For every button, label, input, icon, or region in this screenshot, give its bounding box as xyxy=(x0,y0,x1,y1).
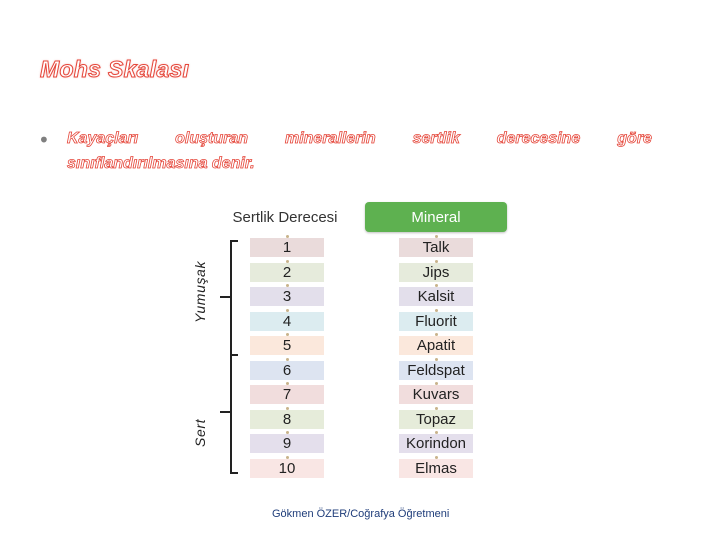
intro-word: sertlik xyxy=(412,130,460,147)
soft-bracket-tick xyxy=(220,296,230,298)
hardness-degree-cell: 9 xyxy=(250,434,324,453)
mineral-cell: Kalsit xyxy=(399,287,473,306)
intro-line-2: sınıflandırılmasına denir. xyxy=(67,155,255,172)
bullet-marker: • xyxy=(38,128,50,152)
intro-word: göre xyxy=(617,130,652,147)
hard-label: Sert xyxy=(192,418,208,447)
mineral-cell: Fluorit xyxy=(399,312,473,331)
mineral-cell: Talk xyxy=(399,238,473,257)
mineral-cell: Feldspat xyxy=(399,361,473,380)
hard-bracket-tick xyxy=(220,411,230,413)
slide-title: Mohs Skalası xyxy=(40,56,190,82)
intro-word: Kayaçları xyxy=(67,130,139,147)
intro-line-1 xyxy=(67,130,652,148)
hard-bracket xyxy=(230,354,238,474)
hardness-degree-cell: 3 xyxy=(250,287,324,306)
header-mineral: Mineral xyxy=(365,202,507,232)
mineral-column xyxy=(399,238,473,483)
hardness-degree-cell: 7 xyxy=(250,385,324,404)
mineral-cell: Jips xyxy=(399,263,473,282)
intro-word: minerallerin xyxy=(284,130,376,147)
hardness-degree-cell: 6 xyxy=(250,361,324,380)
mineral-cell: Korindon xyxy=(399,434,473,453)
mineral-cell: Topaz xyxy=(399,410,473,429)
intro-word: oluşturan xyxy=(175,130,249,147)
hardness-degree-cell: 5 xyxy=(250,336,324,355)
intro-word: derecesine xyxy=(496,130,581,147)
hardness-degree-cell: 1 xyxy=(250,238,324,257)
mineral-cell: Apatit xyxy=(399,336,473,355)
hardness-degree-cell: 4 xyxy=(250,312,324,331)
soft-bracket xyxy=(230,240,238,356)
hardness-degree-cell: 2 xyxy=(250,263,324,282)
mineral-cell: Elmas xyxy=(399,459,473,478)
author-footer: Gökmen ÖZER/Coğrafya Öğretmeni xyxy=(272,508,450,520)
soft-label: Yumuşak xyxy=(192,260,208,323)
hardness-degree-cell: 8 xyxy=(250,410,324,429)
mineral-cell: Kuvars xyxy=(399,385,473,404)
hardness-degree-column xyxy=(250,238,324,483)
hardness-degree-cell: 10 xyxy=(250,459,324,478)
header-hardness-degree: Sertlik Derecesi xyxy=(216,202,354,232)
